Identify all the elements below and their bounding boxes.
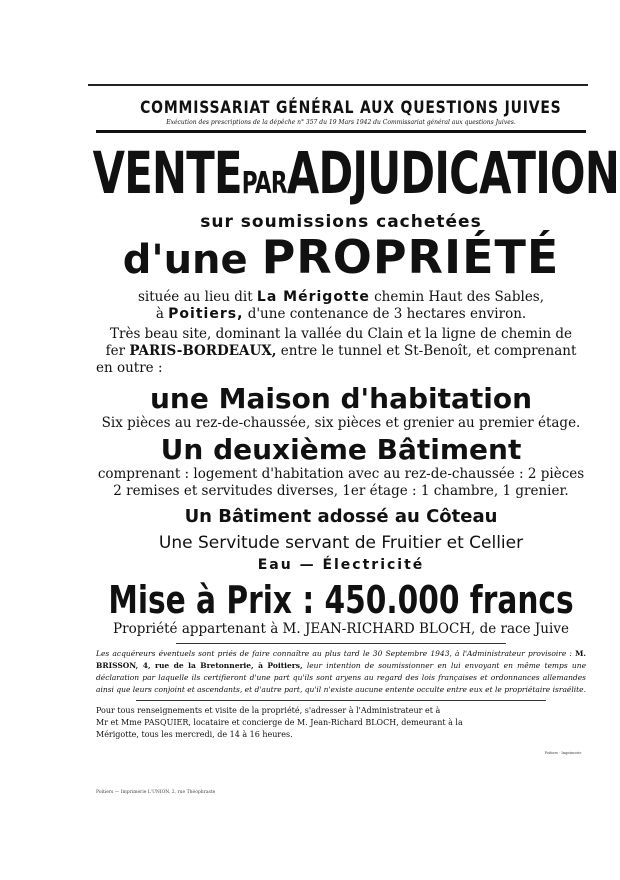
- site-line-1: Très beau site, dominant la vallée du Clain et la ligne de chemin de: [110, 326, 572, 342]
- section-rule: [176, 643, 506, 644]
- dune-word: d'une: [122, 237, 248, 283]
- second-building-title: Un deuxième Bâtiment: [160, 433, 522, 466]
- site-text: entre le tunnel et St-Benoît, et comprenant: [280, 343, 577, 359]
- notice-text: Les acquéreurs éventuels sont priés de faire connaître au plus tard le 30 Septembre 1943, à l'Administrateur provisoire :: [96, 649, 572, 658]
- third-building-title: Un Bâtiment adossé au Côteau: [184, 506, 498, 527]
- administrator-address: M. BRISSON, 4, rue de la Bretonnerie, à Poitiers,: [96, 649, 586, 670]
- bidder-notice: [96, 648, 586, 696]
- house-description: Six pièces au rez-de-chaussée, six pièces et grenier au premier étage.: [101, 415, 581, 431]
- visit-line: Mérigotte, tous les mercredi, de 14 à 16 heures.: [96, 730, 293, 739]
- servitude-title: Une Servitude servant de Fruitier et Cellier: [158, 533, 524, 553]
- sealed-bids-subtitle: sur soumissions cachetées: [200, 212, 482, 232]
- site-line-2: [96, 343, 586, 360]
- decree-reference: Exécution des prescriptions de la dépêche n° 357 du 19 Mars 1942 du Commissariat général aux questions Juives.: [166, 119, 516, 126]
- property-title: [96, 230, 586, 284]
- notice-text: leur intention de soumissionner en lui envoyant en même temps une déclaration par laquelle ils certifieront d'une part qu'ils sont aryens au regard des lois françaises et ordonnances allemandes ainsi que leurs conjoint et ascendants, et d'autre part, qu'il n'existe aucune entente occulte entre eux et le propriétaire israélite.: [96, 661, 587, 694]
- sale-title: [92, 139, 620, 214]
- agency-title: COMMISSARIAT GÉNÉRAL AUX QUESTIONS JUIVES: [140, 98, 562, 118]
- utilities-line: Eau — Électricité: [257, 557, 425, 573]
- location-text: à: [155, 306, 164, 322]
- header-rule: [96, 130, 586, 133]
- visit-line: Mr et Mme PASQUIER, locataire et concierge de M. Jean-Richard BLOCH, demeurant à la: [96, 718, 463, 727]
- visit-line: Pour tous renseignements et visite de la propriété, s'adresser à l'Administrateur et à: [96, 706, 441, 715]
- second-building-desc-1: comprenant : logement d'habitation avec au rez-de-chaussée : 2 pièces: [97, 466, 585, 482]
- house-title: une Maison d'habitation: [149, 382, 533, 415]
- par-word: PAR: [241, 166, 287, 201]
- propriete-word: PROPRIÉTÉ: [261, 230, 560, 284]
- site-line-3: en outre :: [96, 360, 163, 376]
- printer-stamp: Poitiers · Imprimerie: [544, 751, 582, 755]
- location-text: d'une contenance de 3 hectares environ.: [247, 306, 527, 322]
- city-name: Poitiers,: [168, 306, 244, 322]
- owner-line: Propriété appartenant à M. JEAN-RICHARD BLOCH, de race Juive: [113, 621, 569, 637]
- location-line-1: [96, 289, 586, 306]
- location-text: située au lieu dit: [137, 289, 253, 305]
- visit-info: [96, 705, 516, 741]
- railway-name: PARIS-BORDEAUX,: [129, 343, 277, 359]
- adjudication-word: ADJUDICATION: [286, 139, 620, 207]
- starting-price: Mise à Prix : 450.000 francs: [108, 578, 574, 622]
- section-rule: [136, 700, 546, 701]
- header: [96, 98, 586, 133]
- location-line-2: [96, 306, 586, 323]
- poster: [92, 90, 620, 795]
- location-text: chemin Haut des Sables,: [374, 289, 545, 305]
- vente-word: VENTE: [92, 139, 242, 207]
- site-text: fer: [105, 343, 126, 359]
- second-building-desc-2: 2 remises et servitudes diverses, 1er étage : 1 chambre, 1 grenier.: [113, 483, 569, 499]
- place-name: La Mérigotte: [256, 289, 370, 305]
- scan-top-rule: [88, 84, 588, 86]
- printer-credit: Poitiers — Imprimerie L'UNION, 2, rue Théophraste: [96, 790, 216, 795]
